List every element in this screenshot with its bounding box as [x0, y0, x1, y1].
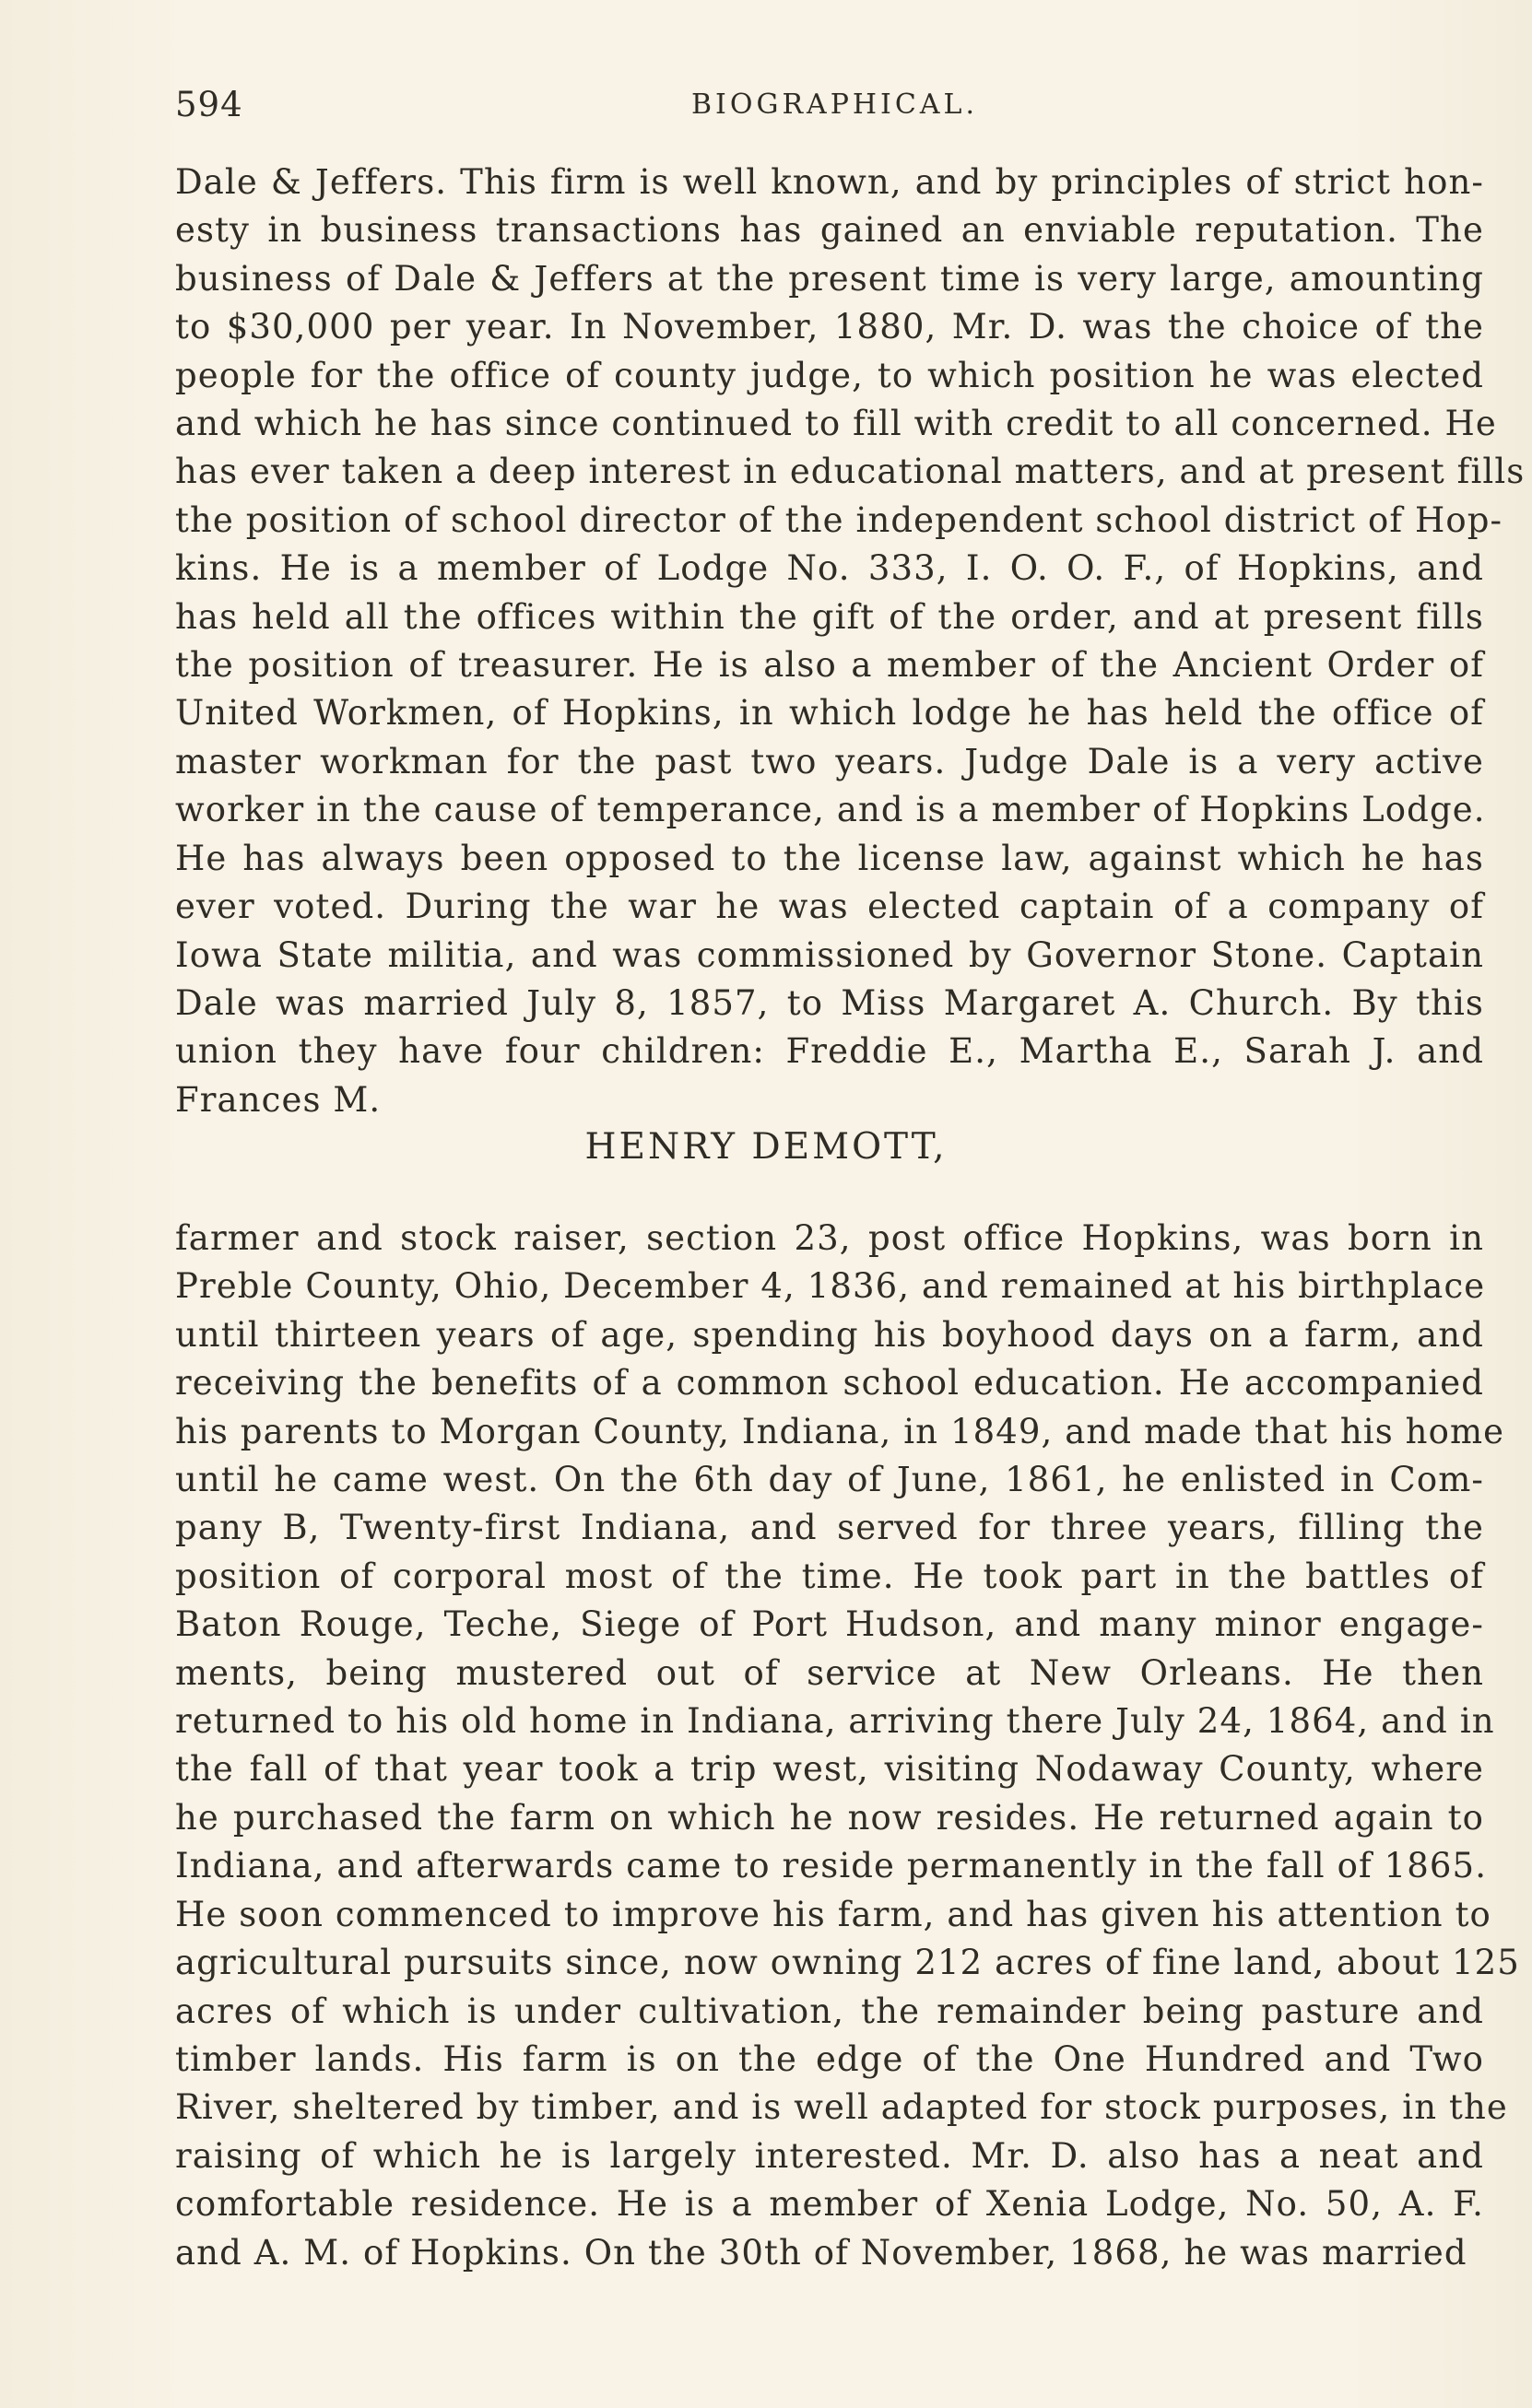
paragraph-demott [175, 1215, 1520, 2277]
text-line: ments, being mustered out of service at New Orleans. He then [175, 1652, 1484, 1693]
text-line: esty in business transactions has gained an enviable reputation. The [175, 210, 1484, 251]
text-line: until he came west. On the 6th day of June, 1861, he enlisted in Com- [175, 1460, 1484, 1500]
text-line: Dale & Jeffers. This firm is well known, and by principles of strict hon- [175, 162, 1484, 202]
text-line: He has always been opposed to the license law, against which he has [175, 838, 1484, 878]
text-line: worker in the cause of temperance, and is a member of Hopkins Lodge. [175, 790, 1486, 830]
text-line: and which he has since continued to fill with credit to all concerned. He [175, 404, 1497, 444]
text-line: Frances M. [175, 1079, 382, 1120]
text-line: He soon commenced to improve his farm, and has given his attention to [175, 1894, 1491, 1934]
text-line: acres of which is under cultivation, the remainder being pasture and [175, 1991, 1484, 2031]
text-line: Dale was married July 8, 1857, to Miss Margaret A. Church. By this [175, 982, 1484, 1023]
text-line: Preble County, Ohio, December 4, 1836, and remained at his birthplace [175, 1266, 1486, 1307]
text-line: agricultural pursuits since, now owning 212 acres of fine land, about 125 [175, 1943, 1520, 1983]
text-line: people for the office of county judge, to which position he was elected [175, 355, 1484, 395]
text-line: business of Dale & Jeffers at the present time is very large, amounting [175, 258, 1484, 299]
text-line: raising of which he is largely interested. Mr. D. also has a neat and [175, 2135, 1484, 2176]
text-line: returned to his old home in Indiana, arriving there July 24, 1864, and in [175, 1701, 1495, 1742]
text-line: ever voted. During the war he was elected captain of a company of [175, 887, 1484, 927]
text-line: and A. M. of Hopkins. On the 30th of November, 1868, he was married [175, 2232, 1467, 2273]
text-line: the fall of that year took a trip west, visiting Nodaway County, where [175, 1749, 1484, 1790]
text-line: River, sheltered by timber, and is well adapted for stock purposes, in the [175, 2087, 1508, 2128]
text-line: Baton Rouge, Teche, Siege of Port Hudson, and many minor engage- [175, 1604, 1484, 1645]
text-line: union they have four children: Freddie E., Martha E., Sarah J. and [175, 1031, 1484, 1072]
text-line: has ever taken a deep interest in educational matters, and at present fills [175, 452, 1526, 492]
text-line: pany B, Twenty-first Indiana, and served for three years, filling the [175, 1508, 1484, 1548]
text-line: the position of school director of the independent school district of Hop- [175, 499, 1503, 540]
text-line: farmer and stock raiser, section 23, post office Hopkins, was born in [175, 1218, 1484, 1258]
text-line: he purchased the farm on which he now resides. He returned again to [175, 1797, 1484, 1838]
text-line: his parents to Morgan County, Indiana, in 1849, and made that his home [175, 1411, 1505, 1451]
text-line: to $30,000 per year. In November, 1880, Mr. D. was the choice of the [175, 307, 1484, 347]
text-line: comfortable residence. He is a member of Xenia Lodge, No. 50, A. F. [175, 2184, 1484, 2225]
text-line: Indiana, and afterwards came to reside permanently in the fall of 1865. [175, 1846, 1488, 1886]
text-line: timber lands. His farm is on the edge of the One Hundred and Two [175, 2038, 1484, 2079]
text-line: position of corporal most of the time. He took part in the battles of [175, 1556, 1484, 1596]
text-line: the position of treasurer. He is also a member of the Ancient Order of [175, 645, 1484, 686]
page-header [175, 76, 1484, 131]
page-number: 594 [175, 85, 243, 124]
running-head: BIOGRAPHICAL. [691, 88, 978, 121]
text-line: United Workmen, of Hopkins, in which lodge he has held the office of [175, 693, 1484, 734]
paragraph-dale [175, 159, 1526, 1124]
text-line: kins. He is a member of Lodge No. 333, I. O. O. F., of Hopkins, and [175, 548, 1484, 589]
text-line: receiving the benefits of a common school education. He accompanied [175, 1363, 1484, 1404]
text-line: master workman for the past two years. Judge Dale is a very active [175, 741, 1484, 781]
text-line: until thirteen years of age, spending his boyhood days on a farm, and [175, 1314, 1484, 1355]
text-line: Iowa State militia, and was commissioned by Governor Stone. Captain [175, 934, 1484, 975]
text-line: has held all the offices within the gift of the order, and at present fills [175, 596, 1484, 637]
section-heading: HENRY DEMOTT, [584, 1126, 948, 1168]
